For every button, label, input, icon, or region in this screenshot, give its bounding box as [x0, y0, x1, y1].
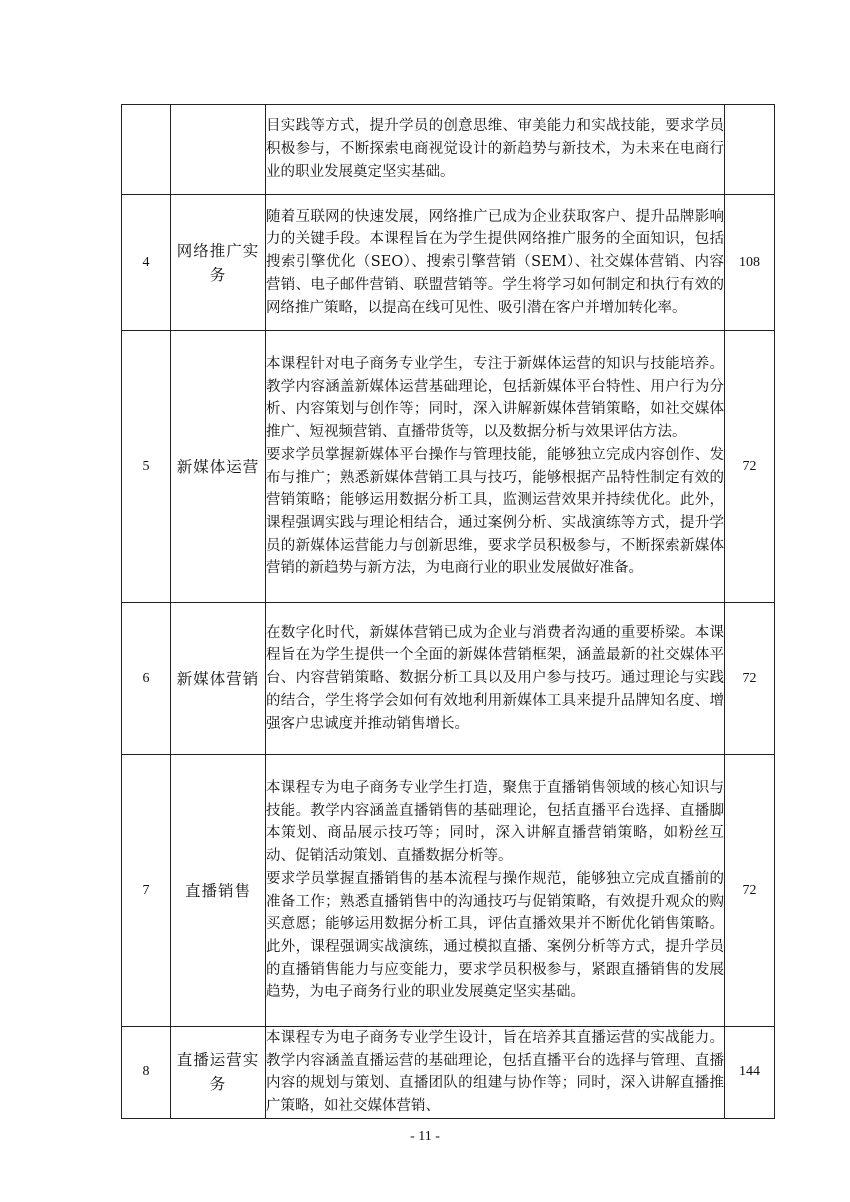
course-description [266, 1027, 725, 1119]
course-hours: 108 [725, 195, 775, 331]
table-row [122, 755, 775, 1027]
course-name [171, 105, 266, 195]
course-name: 网络推广实务 [171, 195, 266, 331]
description-paragraph: 本课程专为电子商务专业学生打造，聚焦于直播销售领域的核心知识与技能。教学内容涵盖直播销售的基础理论，包括直播平台选择、直播脚本策划、商品展示技巧等；同时，深入讲解直播营销策略，如粉丝互动、促销活动策划、直播数据分析等。 [266, 779, 724, 865]
description-paragraph: 要求学员掌握新媒体平台操作与管理技能，能够独立完成内容创作、发布与推广；熟悉新媒体营销工具与技巧，能够根据产品特性制定有效的营销策略；能够运用数据分析工具，监测运营效果并持续优化。此外，课程强调实践与理论相结合，通过案例分析、实战演练等方式，提升学员的新媒体运营能力与创新思维，要求学员积极参与，不断探索新媒体营销的新趋势与新方法，为电商行业的职业发展做好准备。 [266, 446, 724, 577]
course-name: 新媒体营销 [171, 603, 266, 755]
course-number: 4 [122, 195, 171, 331]
course-hours [725, 105, 775, 195]
description-paragraph: 本课程针对电子商务专业学生，专注于新媒体运营的知识与技能培养。教学内容涵盖新媒体运营基础理论，包括新媒体平台特性、用户行为分析、内容策划与创作等；同时，深入讲解新媒体营销策略，如社交媒体推广、短视频营销、直播带货等，以及数据分析与效果评估方法。 [266, 355, 724, 441]
course-table [121, 104, 775, 1119]
course-description [266, 195, 725, 331]
course-number: 5 [122, 331, 171, 603]
page-number: - 11 - [410, 1129, 440, 1144]
course-hours: 72 [725, 331, 775, 603]
course-description [266, 755, 725, 1027]
description-paragraph: 要求学员掌握直播销售的基本流程与操作规范，能够独立完成直播前的准备工作；熟悉直播销售中的沟通技巧与促销策略，有效提升观众的购买意愿；能够运用数据分析工具，评估直播效果并不断优化销售策略。此外，课程强调实战演练，通过模拟直播、案例分析等方式，提升学员的直播销售能力与应变能力，要求学员积极参与，紧跟直播销售的发展趋势，为电子商务行业的职业发展奠定坚实基础。 [266, 870, 724, 1001]
course-number [122, 105, 171, 195]
description-paragraph: 目实践等方式，提升学员的创意思维、审美能力和实战技能，要求学员积极参与，不断探索电商视觉设计的新趋势与新技术，为未来在电商行业的职业发展奠定坚实基础。 [266, 118, 724, 180]
description-paragraph: 在数字化时代，新媒体营销已成为企业与消费者沟通的重要桥梁。本课程旨在为学生提供一个全面的新媒体营销框架，涵盖最新的社交媒体平台、内容营销策略、数据分析工具以及用户参与技巧。通过理论与实践的结合，学生将学会如何有效地利用新媒体工具来提升品牌知名度、增强客户忠诚度并推动销售增长。 [266, 624, 724, 732]
table-row [122, 195, 775, 331]
table-row [122, 603, 775, 755]
course-hours: 144 [725, 1027, 775, 1119]
table-row [122, 105, 775, 195]
course-number: 8 [122, 1027, 171, 1119]
course-hours: 72 [725, 755, 775, 1027]
course-hours: 72 [725, 603, 775, 755]
course-name: 新媒体运营 [171, 331, 266, 603]
course-description [266, 603, 725, 755]
course-number: 6 [122, 603, 171, 755]
course-name: 直播运营实务 [171, 1027, 266, 1119]
course-number: 7 [122, 755, 171, 1027]
table-row [122, 1027, 775, 1119]
description-paragraph: 本课程专为电子商务专业学生设计，旨在培养其直播运营的实战能力。教学内容涵盖直播运营的基础理论，包括直播平台的选择与管理、直播内容的规划与策划、直播团队的组建与协作等；同时，深入讲解直播推广策略，如社交媒体营销、 [266, 1030, 724, 1115]
table-row [122, 331, 775, 603]
course-description [266, 105, 725, 195]
course-name: 直播销售 [171, 755, 266, 1027]
description-paragraph: 随着互联网的快速发展，网络推广已成为企业获取客户、提升品牌影响力的关键手段。本课程旨在为学生提供网络推广服务的全面知识，包括搜索引擎优化（SEO）、搜索引擎营销（SEM）、社交媒体营销、内容营销、电子邮件营销、联盟营销等。学生将学习如何制定和执行有效的网络推广策略，以提高在线可见性、吸引潜在客户并增加转化率。 [266, 208, 724, 316]
course-description [266, 331, 725, 603]
